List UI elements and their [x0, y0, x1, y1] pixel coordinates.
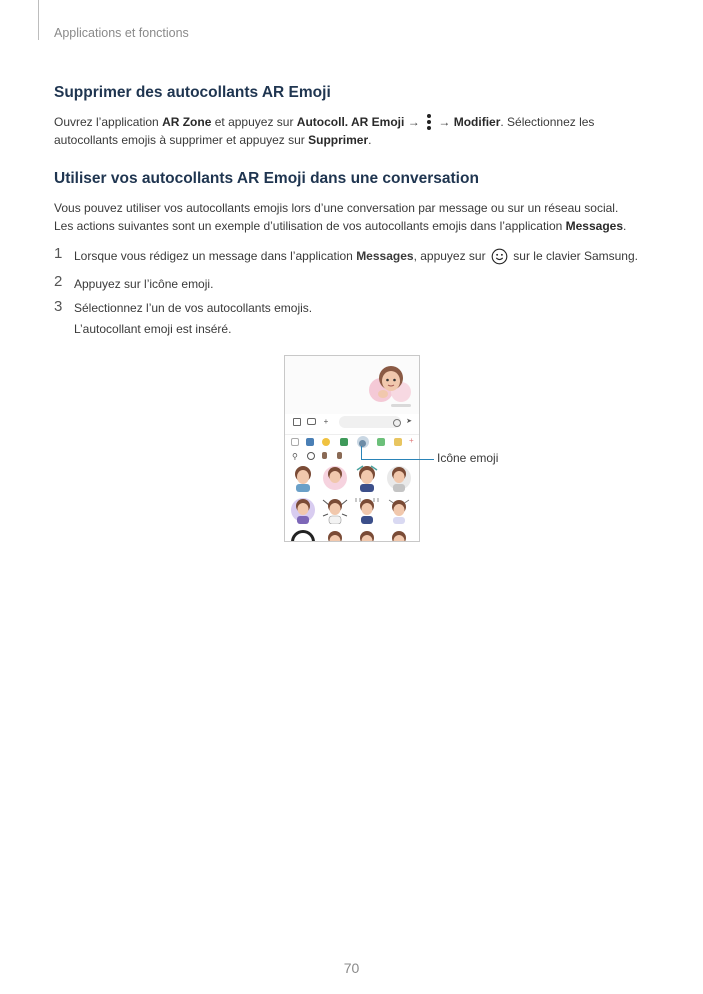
sticker[interactable] — [353, 464, 381, 492]
callout-line-horizontal — [361, 459, 434, 460]
recent-sticker-1[interactable] — [322, 452, 327, 459]
section-title-delete: Supprimer des autocollants AR Emoji — [54, 84, 331, 101]
sticker[interactable] — [385, 464, 413, 492]
sticker[interactable] — [353, 528, 381, 542]
sticker[interactable] — [289, 496, 317, 524]
sticker[interactable] — [353, 496, 381, 524]
more-options-icon — [426, 114, 432, 130]
plus-icon[interactable]: + — [323, 417, 329, 426]
callout-line-vertical — [361, 446, 362, 460]
send-icon[interactable]: ➤ — [406, 418, 412, 425]
tab-emoji[interactable] — [322, 438, 330, 446]
sticker[interactable] — [289, 464, 317, 492]
compose-row — [289, 416, 415, 430]
sticker-grid — [287, 464, 417, 542]
sticker[interactable] — [321, 464, 349, 492]
sticker[interactable] — [385, 528, 413, 542]
use-intro: Vous pouvez utiliser vos autocollants emojis lors d’une conversation par message ou sur un réseau social. Les actions suivantes sont un exemple d’utilisation de vos autocollants emojis dans l’application Messages. — [54, 201, 627, 233]
chat-area — [285, 356, 419, 414]
clock-icon[interactable] — [307, 452, 315, 460]
step-number: 3 — [54, 298, 63, 315]
sent-sticker — [367, 360, 413, 406]
delete-instructions: Ouvrez l’application AR Zone et appuyez sur Autocoll. AR Emoji → → Modifier. Sélectionnez les autocollants emojis à supprimer et appuyez sur Supprimer. — [54, 115, 595, 147]
gallery-icon[interactable] — [293, 418, 301, 426]
sticker[interactable] — [289, 528, 317, 542]
header-rule — [38, 0, 39, 40]
callout-emoji-label: Icône emoji — [437, 451, 499, 465]
search-icon[interactable]: ⚲ — [292, 452, 298, 461]
add-tab-icon[interactable]: + — [409, 436, 414, 445]
smiley-icon — [491, 248, 508, 265]
keyboard-tabs — [285, 434, 419, 449]
sticker[interactable] — [321, 528, 349, 542]
time-stamp — [391, 404, 411, 407]
step-text: Appuyez sur l’icône emoji. — [74, 277, 214, 291]
step-text: Sélectionnez l’un de vos autocollants emojis. — [74, 301, 313, 315]
message-input[interactable] — [339, 416, 401, 428]
tab-sticker-green[interactable] — [377, 438, 385, 446]
page-number: 70 — [343, 960, 360, 976]
search-row — [285, 450, 419, 462]
step-subtext: L’autocollant emoji est inséré. — [74, 322, 232, 336]
camera-icon[interactable] — [307, 418, 316, 425]
tab-clipboard[interactable] — [291, 438, 299, 446]
step-number: 1 — [54, 245, 63, 262]
phone-screenshot — [284, 355, 420, 542]
sticker[interactable] — [385, 496, 413, 524]
tab-sticker-yellow[interactable] — [394, 438, 402, 446]
step-text: Lorsque vous rédigez un message dans l’application Messages, appuyez sur sur le clavier Samsung. — [74, 249, 638, 263]
section-title-use: Utiliser vos autocollants AR Emoji dans une conversation — [54, 170, 479, 187]
tab-home[interactable] — [306, 438, 314, 446]
sticker[interactable] — [321, 496, 349, 524]
tab-gif[interactable] — [340, 438, 348, 446]
running-header: Applications et fonctions — [54, 26, 189, 40]
recent-sticker-2[interactable] — [337, 452, 342, 459]
step-number: 2 — [54, 273, 63, 290]
emoji-button-icon[interactable] — [393, 419, 401, 427]
